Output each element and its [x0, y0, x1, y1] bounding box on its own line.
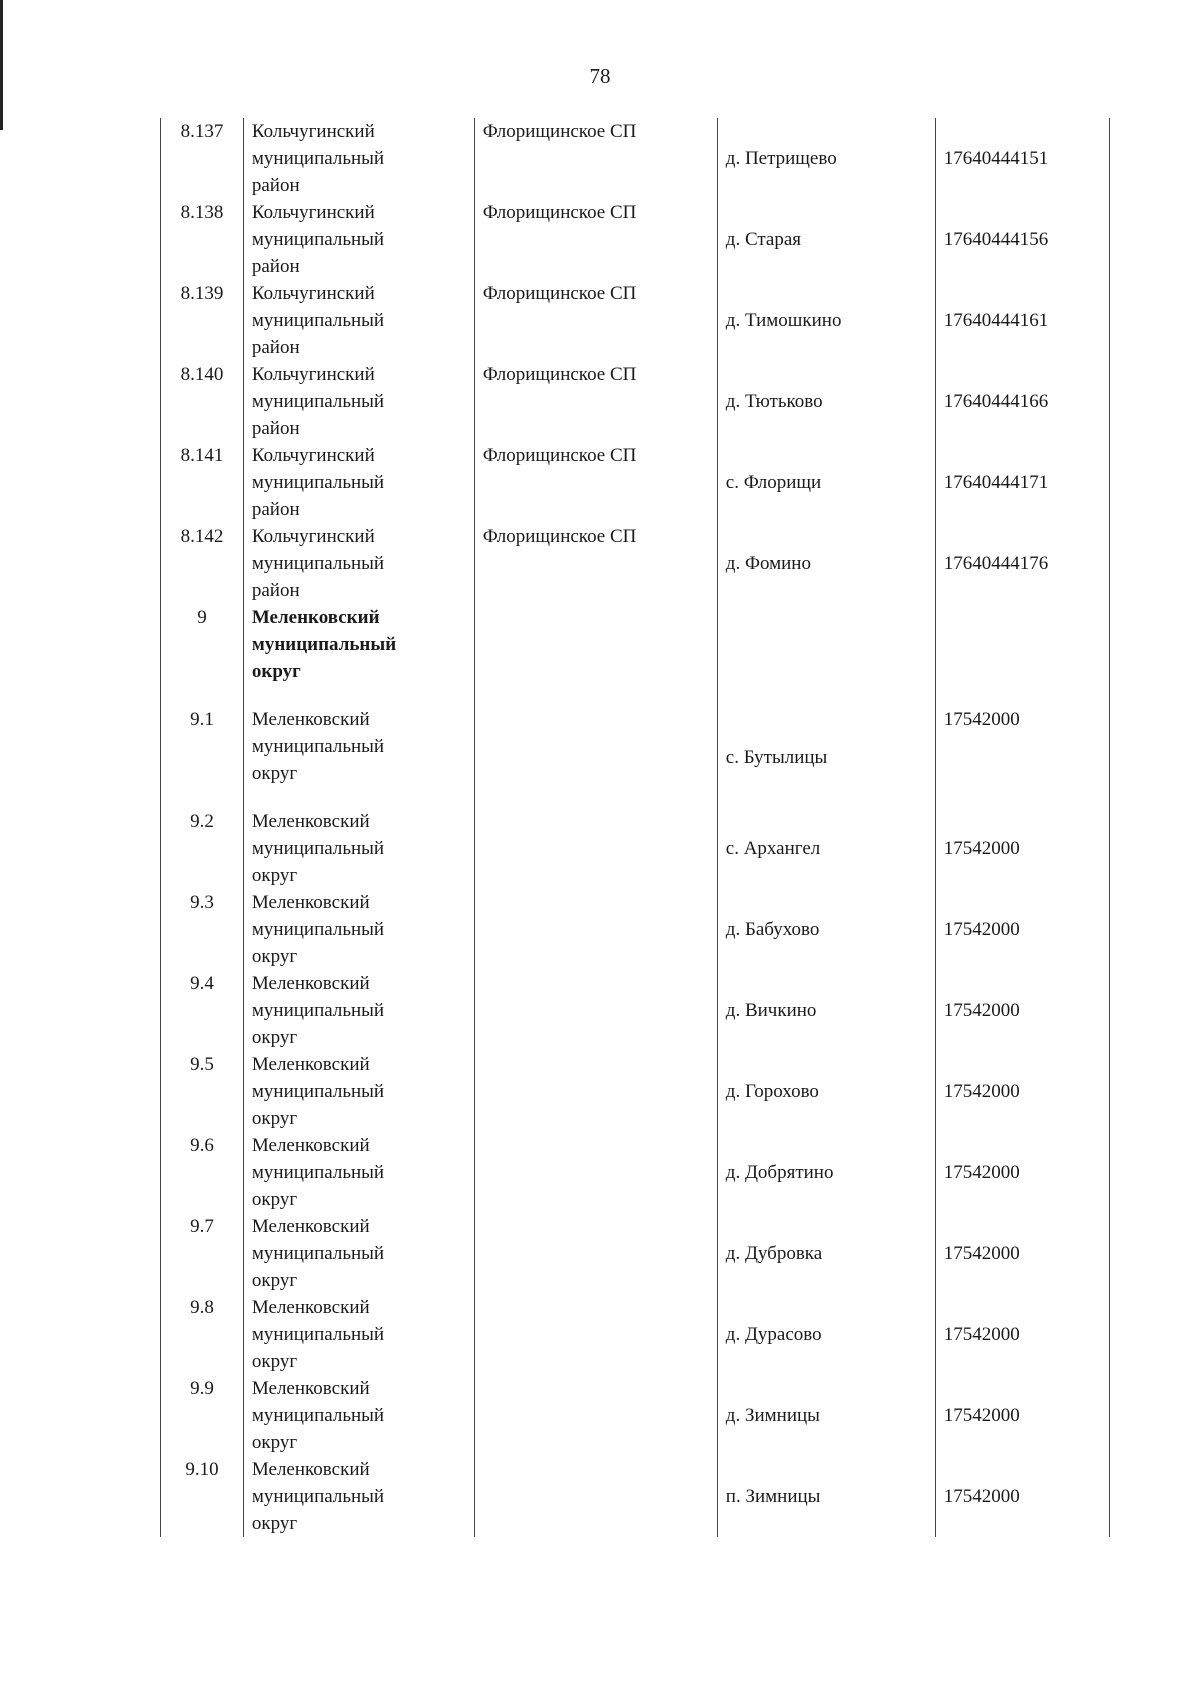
- oktmo-cell: 17542000: [935, 1294, 1109, 1375]
- page-number: 78: [589, 64, 611, 88]
- locality-cell: д. Зимницы: [717, 1375, 935, 1456]
- table-row: [161, 1294, 1110, 1375]
- oktmo-cell: 17640444171: [935, 442, 1109, 523]
- locality-cell: д. Старая: [717, 199, 935, 280]
- oktmo-cell: 17542000: [935, 1456, 1109, 1537]
- row-number: 8.138: [161, 199, 244, 280]
- row-number: 9.5: [161, 1051, 244, 1132]
- locality-cell: д. Фомино: [717, 523, 935, 604]
- row-number: 9.6: [161, 1132, 244, 1213]
- settlement-cell: Флорищинское СП: [474, 199, 717, 280]
- row-number: 9.2: [161, 808, 244, 889]
- oktmo-cell: 17542000: [935, 706, 1109, 808]
- settlement-cell: [474, 1213, 717, 1294]
- locality-cell: д. Тимошкино: [717, 280, 935, 361]
- district-cell: [243, 706, 474, 808]
- settlement-cell: Флорищинское СП: [474, 280, 717, 361]
- district-name: Меленковский муниципальный округ: [251, 1459, 385, 1534]
- oktmo-cell: 17640444156: [935, 199, 1109, 280]
- row-number: 8.141: [161, 442, 244, 523]
- district-name: Меленковский муниципальный округ: [251, 1135, 385, 1210]
- table-row: [161, 1051, 1110, 1132]
- settlement-cell: Флорищинское СП: [474, 118, 717, 199]
- table-row: [161, 280, 1110, 361]
- settlement-cell: [474, 808, 717, 889]
- district-cell: [243, 442, 474, 523]
- row-number: 9.9: [161, 1375, 244, 1456]
- table-body: [161, 118, 1110, 1537]
- row-number: 9.4: [161, 970, 244, 1051]
- settlement-cell: [474, 1132, 717, 1213]
- district-name: Меленковский муниципальный округ: [251, 892, 385, 967]
- settlement-cell: [474, 1456, 717, 1537]
- table-row: [161, 970, 1110, 1051]
- oktmo-cell: 17640444161: [935, 280, 1109, 361]
- table-row: [161, 199, 1110, 280]
- district-cell: [243, 1051, 474, 1132]
- locality-cell: д. Тютьково: [717, 361, 935, 442]
- district-cell: [243, 1132, 474, 1213]
- table-row: [161, 442, 1110, 523]
- district-name: Меленковский муниципальный округ: [251, 1378, 385, 1453]
- row-number: 8.137: [161, 118, 244, 199]
- settlement-cell: [474, 1294, 717, 1375]
- district-cell: [243, 970, 474, 1051]
- row-number: 8.139: [161, 280, 244, 361]
- row-number: 8.140: [161, 361, 244, 442]
- district-name: Кольчугинский муниципальный район: [251, 526, 385, 601]
- settlement-cell: [474, 970, 717, 1051]
- oktmo-cell: [935, 604, 1109, 706]
- district-name: Кольчугинский муниципальный район: [251, 364, 385, 439]
- settlement-cell: Флорищинское СП: [474, 361, 717, 442]
- locality-cell: д. Горохово: [717, 1051, 935, 1132]
- district-name: Кольчугинский муниципальный район: [251, 283, 385, 358]
- row-number: 8.142: [161, 523, 244, 604]
- section-number: 9: [161, 604, 244, 706]
- settlement-cell: Флорищинское СП: [474, 442, 717, 523]
- locality-cell: д. Добрятино: [717, 1132, 935, 1213]
- district-name: Меленковский муниципальный округ: [251, 1216, 385, 1291]
- district-cell: [243, 889, 474, 970]
- oktmo-cell: 17542000: [935, 808, 1109, 889]
- section-title: Меленковский муниципальный округ: [251, 607, 397, 682]
- district-cell: [243, 1213, 474, 1294]
- locality-cell: [717, 604, 935, 706]
- oktmo-cell: 17640444166: [935, 361, 1109, 442]
- oktmo-cell: 17542000: [935, 1375, 1109, 1456]
- locality-cell: д. Дурасово: [717, 1294, 935, 1375]
- district-name: Меленковский муниципальный округ: [251, 973, 385, 1048]
- district-cell: [243, 361, 474, 442]
- table-row: [161, 361, 1110, 442]
- table-row: [161, 1375, 1110, 1456]
- table-row: [161, 1213, 1110, 1294]
- locality-cell: п. Зимницы: [717, 1456, 935, 1537]
- settlement-cell: [474, 706, 717, 808]
- oktmo-cell: 17542000: [935, 1213, 1109, 1294]
- district-name: Меленковский муниципальный округ: [251, 811, 385, 886]
- district-cell: [243, 118, 474, 199]
- locality-cell: с. Флорищи: [717, 442, 935, 523]
- district-cell: [243, 1294, 474, 1375]
- section-header-row: [161, 604, 1110, 706]
- district-name: Меленковский муниципальный округ: [251, 709, 385, 784]
- table-row: [161, 808, 1110, 889]
- district-cell: [243, 199, 474, 280]
- district-name: Кольчугинский муниципальный район: [251, 121, 385, 196]
- locality-cell: д. Дубровка: [717, 1213, 935, 1294]
- settlement-cell: [474, 604, 717, 706]
- district-name: Меленковский муниципальный округ: [251, 1297, 385, 1372]
- row-number: 9.3: [161, 889, 244, 970]
- table-row: [161, 706, 1110, 808]
- table-row: [161, 118, 1110, 199]
- district-name: Кольчугинский муниципальный район: [251, 202, 385, 277]
- row-number: 9.8: [161, 1294, 244, 1375]
- oktmo-cell: 17542000: [935, 1051, 1109, 1132]
- oktmo-cell: 17542000: [935, 889, 1109, 970]
- locality-cell: д. Вичкино: [717, 970, 935, 1051]
- locality-cell: с. Бутылицы: [717, 706, 935, 808]
- district-cell: [243, 1375, 474, 1456]
- table-row: [161, 523, 1110, 604]
- oktmo-cell: 17542000: [935, 1132, 1109, 1213]
- district-cell: [243, 1456, 474, 1537]
- table-row: [161, 889, 1110, 970]
- settlement-cell: [474, 1051, 717, 1132]
- oktmo-cell: 17640444176: [935, 523, 1109, 604]
- district-name: Кольчугинский муниципальный район: [251, 445, 385, 520]
- settlement-cell: Флорищинское СП: [474, 523, 717, 604]
- localities-table: [160, 118, 1110, 1537]
- settlement-cell: [474, 889, 717, 970]
- table-row: [161, 1132, 1110, 1213]
- oktmo-cell: 17640444151: [935, 118, 1109, 199]
- oktmo-cell: 17542000: [935, 970, 1109, 1051]
- locality-cell: с. Архангел: [717, 808, 935, 889]
- district-cell: [243, 523, 474, 604]
- row-number: 9.1: [161, 706, 244, 808]
- district-cell: [243, 280, 474, 361]
- district-cell: [243, 808, 474, 889]
- table-row: [161, 1456, 1110, 1537]
- row-number: 9.10: [161, 1456, 244, 1537]
- district-name: Меленковский муниципальный округ: [251, 1054, 385, 1129]
- locality-cell: д. Бабухово: [717, 889, 935, 970]
- section-title-cell: [243, 604, 474, 706]
- settlement-cell: [474, 1375, 717, 1456]
- locality-cell: д. Петрищево: [717, 118, 935, 199]
- row-number: 9.7: [161, 1213, 244, 1294]
